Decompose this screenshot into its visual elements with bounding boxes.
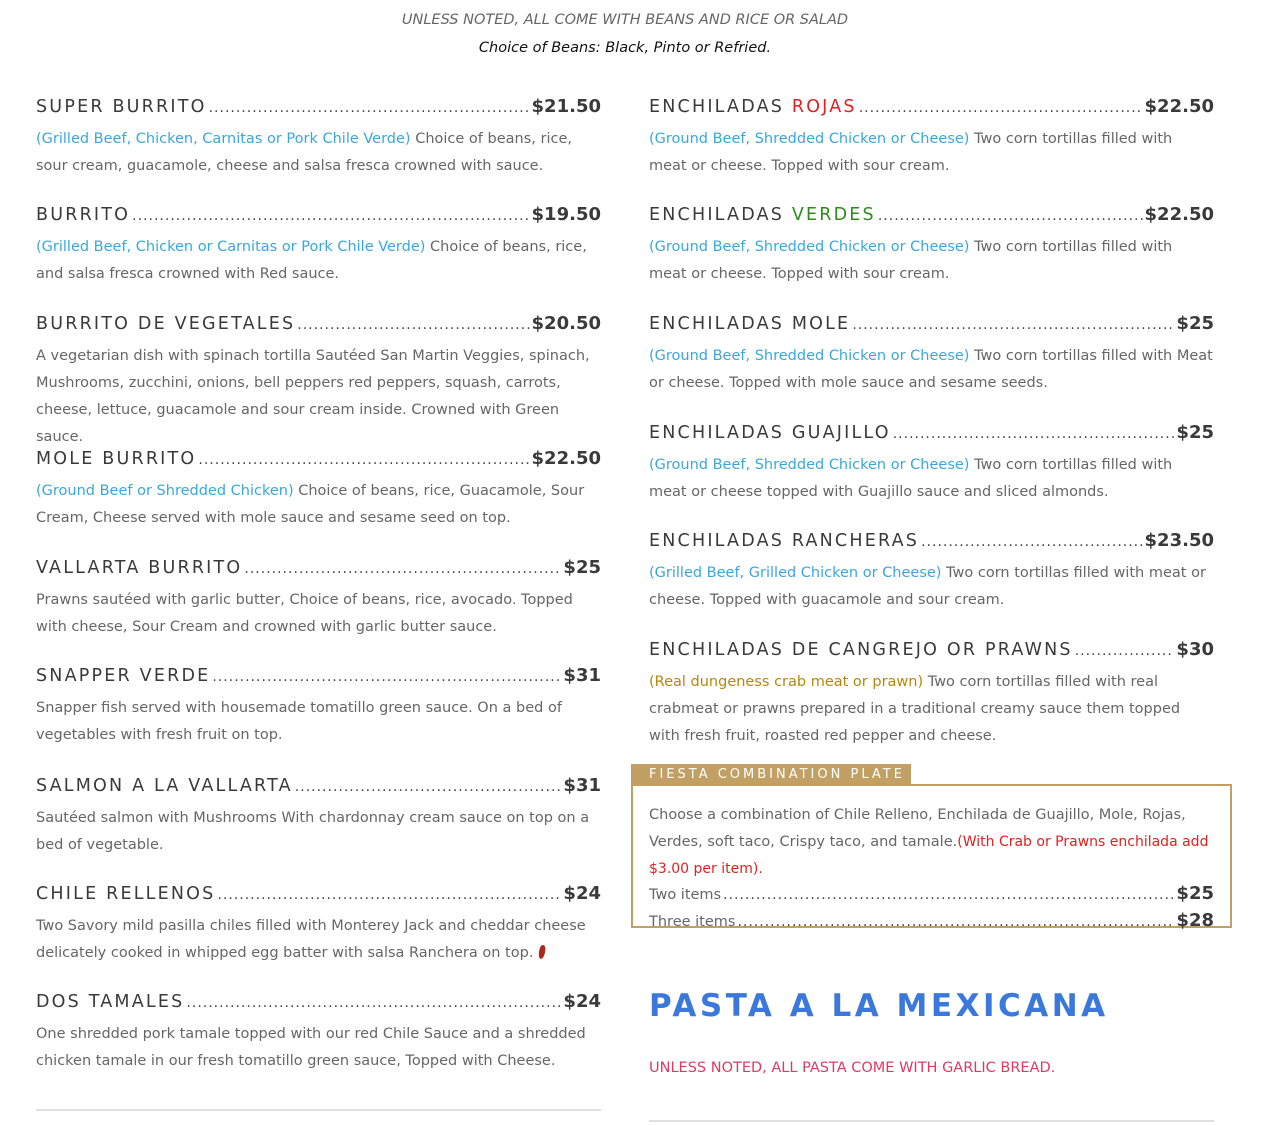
dot-leader	[893, 426, 1175, 442]
combo-row-price: $25	[1176, 883, 1214, 904]
dot-leader	[737, 914, 1174, 930]
item-price: $20.50	[531, 313, 601, 334]
combo-row-three-items	[649, 910, 1214, 937]
pasta-section-title: PASTA A LA MEXICANA	[649, 988, 1109, 1024]
item-description: One shredded pork tamale topped with our red Chile Sauce and a shredded chicken tamale in our fresh tomatillo green sauce, Topped with Cheese.	[36, 1026, 586, 1069]
menu-item-enchiladas-rojas	[649, 96, 1214, 204]
item-description: (Real dungeness crab meat or prawn) Two corn tortillas filled with real crabmeat or prawns prepared in a traditional creamy sauce them topped with fresh fruit, roasted red pepper and cheese.	[649, 674, 1181, 744]
combo-description: Choose a combination of Chile Relleno, Enchilada de Guajillo, Mole, Rojas, Verdes, soft taco, Crispy taco, and tamale.(With Crab or Prawns enchilada add $3.00 per item).	[649, 807, 1209, 877]
item-name: SUPER BURRITO	[36, 97, 207, 117]
item-description: (Ground Beef or Shredded Chicken) Choice of beans, rice, Guacamole, Sour Cream, Cheese served with mole sauce and sesame seed on top.	[36, 483, 585, 526]
item-name: SNAPPER VERDE	[36, 666, 211, 686]
item-description: Snapper fish served with housemade tomatillo green sauce. On a bed of vegetables with fresh fruit on top.	[36, 700, 562, 743]
item-description: (Ground Beef, Shredded Chicken or Cheese) Two corn tortillas filled with meat or cheese. Topped with sour cream.	[649, 131, 1173, 174]
item-name: CHILE RELLENOS	[36, 884, 216, 904]
item-name: ENCHILADAS DE CANGREJO OR PRAWNS	[649, 640, 1073, 660]
menu-item-enchiladas-guajillo	[649, 422, 1214, 530]
item-fillings: (Ground Beef, Shredded Chicken or Cheese)	[649, 239, 970, 255]
item-price: $22.50	[1144, 96, 1214, 117]
item-name: ENCHILADAS ROJAS	[649, 97, 857, 117]
item-name: ENCHILADAS RANCHERAS	[649, 531, 920, 551]
right-menu-column	[649, 96, 1214, 750]
item-fillings: (Ground Beef, Shredded Chicken or Cheese)	[649, 131, 970, 147]
dot-leader	[212, 669, 561, 685]
item-price: $23.50	[1144, 530, 1214, 551]
item-price: $31	[563, 665, 601, 686]
item-description: A vegetarian dish with spinach tortilla Sautéed San Martin Veggies, spinach, Mushrooms, zucchini, onions, bell peppers red peppers, squash, carrots, cheese, lettuce, guacamole and sour cream inside. Crowned with Green sauce.	[36, 348, 590, 445]
item-price: $24	[563, 991, 601, 1012]
menu-item-burrito-de-vegetales	[36, 313, 601, 448]
dot-leader	[217, 887, 561, 903]
divider-left	[36, 1109, 601, 1111]
pasta-section-note: UNLESS NOTED, ALL PASTA COME WITH GARLIC BREAD.	[649, 1060, 1056, 1076]
menu-item-enchiladas-rancheras	[649, 530, 1214, 639]
item-fillings: (Ground Beef, Shredded Chicken or Cheese)	[649, 348, 970, 364]
item-price: $19.50	[531, 204, 601, 225]
dot-leader	[859, 100, 1143, 116]
dot-leader	[132, 208, 529, 224]
combo-row-label: Two items	[649, 887, 722, 903]
item-fillings: (Grilled Beef, Chicken or Carnitas or Pork Chile Verde)	[36, 239, 426, 255]
menu-item-burrito	[36, 204, 601, 313]
item-name: MOLE BURRITO	[36, 449, 197, 469]
item-description: (Grilled Beef, Grilled Chicken or Cheese) Two corn tortillas filled with meat or cheese. Topped with guacamole and sour cream.	[649, 565, 1206, 608]
item-description: (Ground Beef, Shredded Chicken or Cheese) Two corn tortillas filled with Meat or cheese. Topped with mole sauce and sesame seeds.	[649, 348, 1213, 391]
combo-row-label: Three items	[649, 914, 736, 930]
item-name: BURRITO	[36, 205, 131, 225]
item-description: (Ground Beef, Shredded Chicken or Cheese) Two corn tortillas filled with meat or cheese. Topped with sour cream.	[649, 239, 1173, 282]
item-description: (Grilled Beef, Chicken or Carnitas or Pork Chile Verde) Choice of beans, rice, and salsa fresca crowned with Red sauce.	[36, 239, 587, 282]
item-price: $25	[1176, 313, 1214, 334]
item-price: $22.50	[531, 448, 601, 469]
beans-rice-note: UNLESS NOTED, ALL COME WITH BEANS AND RICE OR SALAD	[401, 12, 849, 28]
item-price: $24	[563, 883, 601, 904]
item-name: ENCHILADAS VERDES	[649, 205, 876, 225]
dot-leader	[852, 317, 1174, 333]
menu-item-chile-rellenos	[36, 883, 601, 991]
item-description: (Grilled Beef, Chicken, Carnitas or Pork Chile Verde) Choice of beans, rice, sour cream, guacamole, cheese and salsa fresca crowned with sauce.	[36, 131, 572, 174]
menu-item-super-burrito	[36, 96, 601, 204]
combo-plate-box	[631, 784, 1232, 931]
item-name: VALLARTA BURRITO	[36, 558, 243, 578]
left-menu-column	[36, 96, 601, 1075]
menu-item-vallarta-burrito	[36, 557, 601, 665]
beans-choice-note: Choice of Beans: Black, Pinto or Refried.	[478, 40, 772, 56]
dot-leader	[186, 995, 561, 1011]
menu-item-dos-tamales	[36, 991, 601, 1075]
divider-right	[649, 1120, 1214, 1122]
item-name-accent: ROJAS	[791, 97, 857, 117]
menu-item-enchiladas-verdes	[649, 204, 1214, 313]
dot-leader	[209, 100, 530, 116]
item-price: $31	[563, 775, 601, 796]
dot-leader	[723, 887, 1174, 903]
dot-leader	[198, 452, 529, 468]
dot-leader	[295, 779, 562, 795]
item-fillings: (Ground Beef, Shredded Chicken or Cheese)	[649, 457, 970, 473]
item-description: (Ground Beef, Shredded Chicken or Cheese) Two corn tortillas filled with meat or cheese topped with Guajillo sauce and sliced almonds.	[649, 457, 1173, 500]
item-fillings: (Grilled Beef, Grilled Chicken or Cheese)	[649, 565, 942, 581]
item-name: SALMON A LA VALLARTA	[36, 776, 293, 796]
item-name-accent: VERDES	[791, 205, 876, 225]
item-name: ENCHILADAS GUAJILLO	[649, 423, 891, 443]
item-fillings: (Grilled Beef, Chicken, Carnitas or Pork Chile Verde)	[36, 131, 411, 147]
dot-leader	[921, 534, 1142, 550]
item-description: Prawns sautéed with garlic butter, Choice of beans, rice, avocado. Topped with cheese, Sour Cream and crowned with garlic butter sauce.	[36, 592, 573, 635]
item-description: Two Savory mild pasilla chiles filled with Monterey Jack and cheddar cheese delicately cooked in whipped egg batter with salsa Ranchera on top.	[36, 918, 586, 961]
combo-row-price: $28	[1176, 910, 1214, 931]
combo-row-two-items	[649, 883, 1214, 910]
item-price: $25	[1176, 422, 1214, 443]
combo-note: (With Crab or Prawns enchilada add $3.00 per item).	[649, 834, 1209, 877]
item-price: $30	[1176, 639, 1214, 660]
menu-item-salmon-a-la-vallarta	[36, 775, 601, 883]
item-name: BURRITO DE VEGETALES	[36, 314, 296, 334]
menu-item-mole-burrito	[36, 448, 601, 557]
item-fillings: (Real dungeness crab meat or prawn)	[649, 674, 924, 690]
item-description: Sautéed salmon with Mushrooms With chardonnay cream sauce on top on a bed of vegetable.	[36, 810, 590, 853]
item-price: $25	[563, 557, 601, 578]
item-price: $22.50	[1144, 204, 1214, 225]
menu-item-enchiladas-mole	[649, 313, 1214, 422]
item-name: DOS TAMALES	[36, 992, 185, 1012]
combo-plate-title: FIESTA COMBINATION PLATE	[631, 764, 911, 785]
item-price: $21.50	[531, 96, 601, 117]
menu-item-snapper-verde	[36, 665, 601, 775]
item-name: ENCHILADAS MOLE	[649, 314, 851, 334]
dot-leader	[244, 561, 561, 577]
item-fillings: (Ground Beef or Shredded Chicken)	[36, 483, 294, 499]
chile-pepper-icon	[538, 945, 546, 960]
menu-item-enchiladas-de-cangrejo	[649, 639, 1214, 750]
dot-leader	[1075, 643, 1175, 659]
dot-leader	[878, 208, 1143, 224]
dot-leader	[297, 317, 529, 333]
